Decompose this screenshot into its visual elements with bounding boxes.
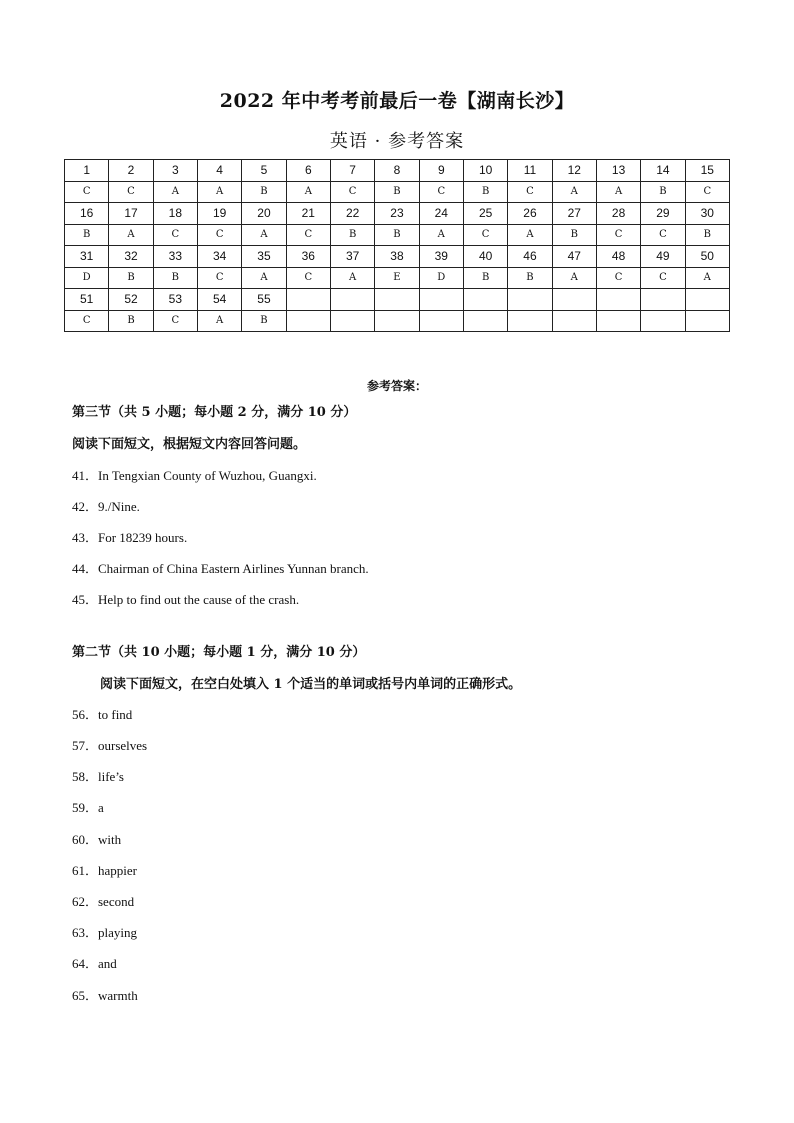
answer-key-body [65,160,730,332]
answer-cell: A [286,181,330,203]
answer-cell: B [65,224,109,246]
question-number-cell [552,289,596,311]
question-number-cell [641,289,685,311]
answer-item: 43．For 18239 hours. [72,530,188,545]
answer-cell: C [641,224,685,246]
page-subtitle: 英语 · 参考答案 [329,131,465,152]
question-number-cell: 36 [286,246,330,268]
question-number-cell [463,289,507,311]
answer-cell: A [153,181,197,203]
answer-cell: C [197,267,241,289]
answer-cell: D [65,267,109,289]
answer-cell: C [65,310,109,332]
question-number-cell: 35 [242,246,286,268]
answer-item: 59．a [72,800,104,815]
question-number-cell: 47 [552,246,596,268]
answer-cell: B [685,224,729,246]
answer-item: 45．Help to find out the cause of the crash. [72,592,300,607]
answer-cell: C [508,181,552,203]
answer-row [65,267,730,289]
question-number-cell: 38 [375,246,419,268]
answer-item: 44．Chairman of China Eastern Airlines Yunnan branch. [72,561,369,576]
answer-cell: C [596,267,640,289]
question-number-row [65,289,730,311]
answer-cell [419,310,463,332]
answer-cell: A [242,224,286,246]
answer-cell: B [552,224,596,246]
question-number-cell: 49 [641,246,685,268]
question-number-cell: 6 [286,160,330,182]
answer-item: 56．to find [72,707,133,722]
question-number-cell: 51 [65,289,109,311]
answer-cell: D [419,267,463,289]
answer-item: 64．and [72,956,117,971]
question-number-cell: 15 [685,160,729,182]
answer-cell: B [242,181,286,203]
question-number-cell: 29 [641,203,685,225]
question-number-cell: 31 [65,246,109,268]
answer-item: 62．second [72,894,135,909]
answer-cell: C [153,310,197,332]
answer-cell: A [109,224,153,246]
question-number-cell [419,289,463,311]
answer-cell: A [419,224,463,246]
question-number-cell: 2 [109,160,153,182]
answer-cell: E [375,267,419,289]
question-number-cell: 7 [330,160,374,182]
answer-item: 65．warmth [72,988,138,1003]
answer-cell: C [286,224,330,246]
answer-cell: C [109,181,153,203]
answer-cell [508,310,552,332]
section2-heading: 第二节（共 10 小题；每小题 1 分，满分 10 分） [72,645,366,660]
section2-instruction: 阅读下面短文，在空白处填入 1 个适当的单词或括号内单词的正确形式。 [100,677,522,692]
answer-item: 63．playing [72,925,137,940]
question-number-cell: 10 [463,160,507,182]
question-number-cell: 4 [197,160,241,182]
question-number-cell: 13 [596,160,640,182]
answer-cell [463,310,507,332]
question-number-cell: 12 [552,160,596,182]
answer-item: 57．ourselves [72,738,148,753]
answer-item: 60．with [72,832,122,847]
question-number-cell: 54 [197,289,241,311]
answer-cell [596,310,640,332]
question-number-cell: 30 [685,203,729,225]
answer-cell: B [330,224,374,246]
answer-cell: B [375,224,419,246]
answer-item: 58．life’s [72,769,124,784]
question-number-cell [330,289,374,311]
question-number-cell: 40 [463,246,507,268]
question-number-cell: 46 [508,246,552,268]
question-number-cell: 16 [65,203,109,225]
answer-cell: B [463,181,507,203]
answer-cell: C [463,224,507,246]
answer-row [65,224,730,246]
answer-cell: C [596,224,640,246]
answer-key-table [64,159,730,332]
question-number-cell: 5 [242,160,286,182]
answer-cell: A [242,267,286,289]
answer-cell [685,310,729,332]
answer-cell: A [197,310,241,332]
question-number-cell: 20 [242,203,286,225]
question-number-cell [508,289,552,311]
answer-cell: A [330,267,374,289]
answer-cell: B [109,267,153,289]
answer-cell: A [197,181,241,203]
question-number-cell [596,289,640,311]
question-number-row [65,203,730,225]
answer-row [65,181,730,203]
reference-label: 参考答案： [366,379,427,393]
answer-cell: B [508,267,552,289]
answer-item: 42．9./Nine. [72,499,140,514]
answer-cell: A [508,224,552,246]
question-number-cell: 55 [242,289,286,311]
section3-heading: 第三节（共 5 小题；每小题 2 分，满分 10 分） [72,405,357,420]
question-number-row [65,246,730,268]
question-number-cell: 14 [641,160,685,182]
answer-cell: C [419,181,463,203]
question-number-cell: 24 [419,203,463,225]
question-number-cell: 33 [153,246,197,268]
question-number-cell: 22 [330,203,374,225]
question-number-cell: 52 [109,289,153,311]
answer-cell: B [375,181,419,203]
answer-cell: B [242,310,286,332]
page-title: 2022 年中考考前最后一卷【湖南长沙】 [219,90,575,112]
answer-cell: A [552,267,596,289]
question-number-cell: 19 [197,203,241,225]
answer-cell: A [596,181,640,203]
question-number-cell: 17 [109,203,153,225]
question-number-cell: 1 [65,160,109,182]
answer-cell [375,310,419,332]
question-number-cell: 3 [153,160,197,182]
question-number-cell: 23 [375,203,419,225]
question-number-cell: 18 [153,203,197,225]
answer-cell: B [153,267,197,289]
answer-item: 61．happier [72,863,137,878]
answer-cell: B [463,267,507,289]
question-number-row [65,160,730,182]
question-number-cell: 9 [419,160,463,182]
answer-cell [641,310,685,332]
question-number-cell: 39 [419,246,463,268]
answer-cell: C [65,181,109,203]
question-number-cell: 32 [109,246,153,268]
question-number-cell: 21 [286,203,330,225]
answer-cell: C [286,267,330,289]
question-number-cell: 34 [197,246,241,268]
answer-item: 41．In Tengxian County of Wuzhou, Guangxi. [72,468,317,483]
question-number-cell: 8 [375,160,419,182]
question-number-cell: 11 [508,160,552,182]
answer-cell: A [552,181,596,203]
question-number-cell: 28 [596,203,640,225]
question-number-cell: 53 [153,289,197,311]
answer-cell: A [685,267,729,289]
question-number-cell: 37 [330,246,374,268]
answer-cell: B [109,310,153,332]
question-number-cell: 48 [596,246,640,268]
answer-cell [330,310,374,332]
question-number-cell: 26 [508,203,552,225]
answer-cell: C [685,181,729,203]
section3-instruction: 阅读下面短文，根据短文内容回答问题。 [72,437,307,452]
question-number-cell [685,289,729,311]
answer-row [65,310,730,332]
answer-cell: C [197,224,241,246]
answer-cell: B [641,181,685,203]
question-number-cell: 27 [552,203,596,225]
question-number-cell [375,289,419,311]
answer-cell [552,310,596,332]
answer-cell [286,310,330,332]
answer-cell: C [330,181,374,203]
answer-cell: C [641,267,685,289]
question-number-cell: 25 [463,203,507,225]
question-number-cell [286,289,330,311]
answer-cell: C [153,224,197,246]
question-number-cell: 50 [685,246,729,268]
